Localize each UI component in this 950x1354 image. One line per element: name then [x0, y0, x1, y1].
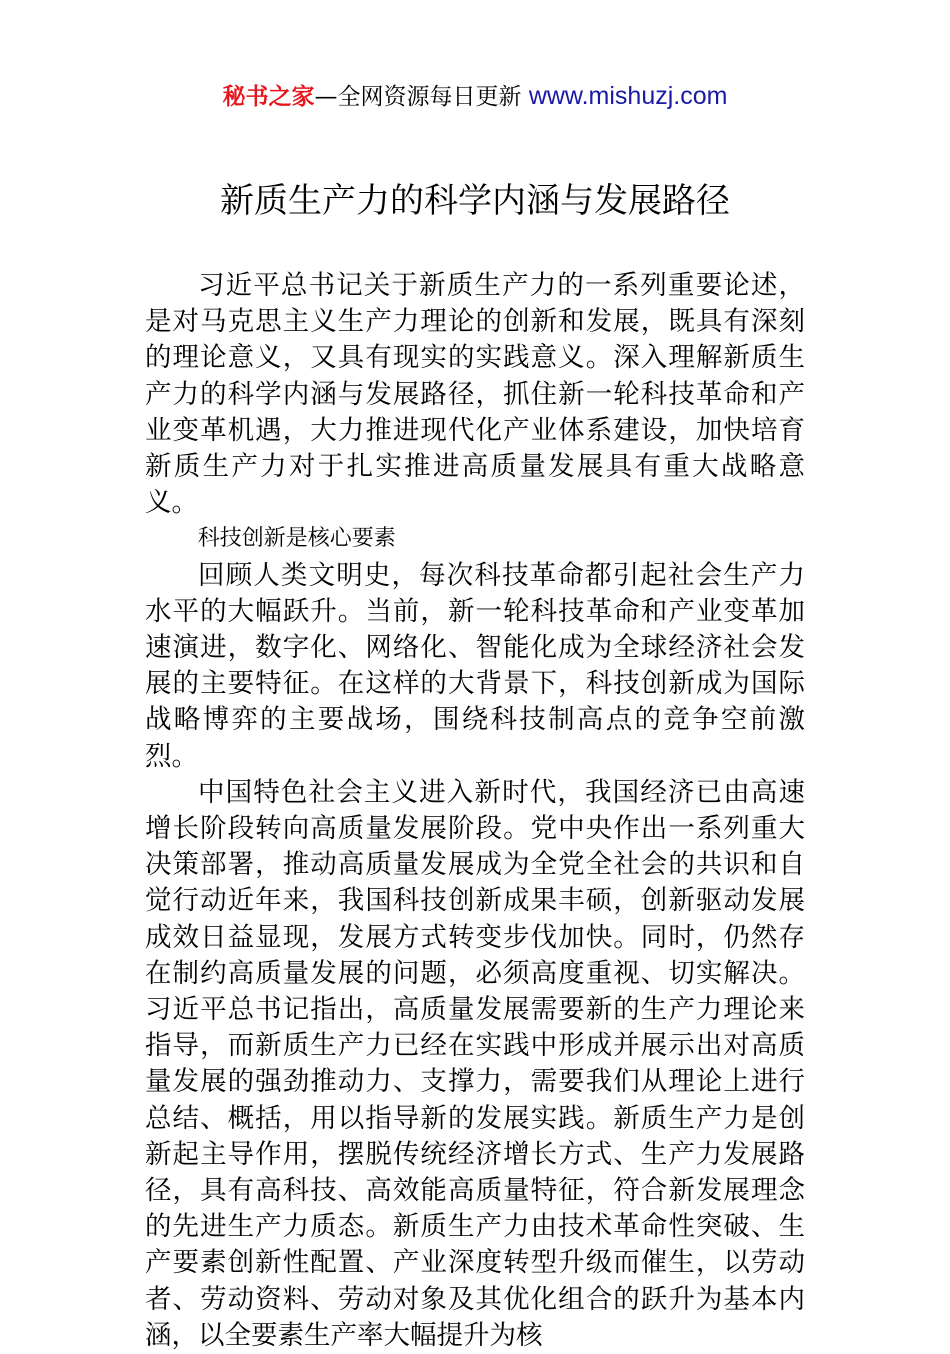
site-url-link[interactable]: www.mishuzj.com [528, 82, 728, 110]
site-header [0, 79, 950, 114]
document-title: 新质生产力的科学内涵与发展路径 [220, 181, 730, 221]
intro-paragraph: 习近平总书记关于新质生产力的一系列重要论述，是对马克思主义生产力理论的创新和发展，既具有深刻的理论意义，又具有现实的实践意义。深入理解新质生产力的科学内涵与发展路径，抓住新一轮科技革命和产业变革机遇，大力推进现代化产业体系建设，加快培育新质生产力对于扎实推进高质量发展具有重大战略意义。 [145, 270, 805, 519]
site-slogan: —全网资源每日更新 [314, 84, 529, 110]
body-paragraph: 回顾人类文明史，每次科技革命都引起社会生产力水平的大幅跃升。当前，新一轮科技革命和产业变革加速演进，数字化、网络化、智能化成为全球经济社会发展的主要特征。在这样的大背景下，科技创新成为国际战略博弈的主要战场，围绕科技制高点的竞争空前激烈。 [145, 559, 805, 772]
site-brand: 秘书之家 [222, 84, 315, 110]
document-body [145, 268, 805, 1354]
body-paragraph: 中国特色社会主义进入新时代，我国经济已由高速增长阶段转向高质量发展阶段。党中央作出一系列重大决策部署，推动高质量发展成为全党全社会的共识和自觉行动近年来，我国科技创新成果丰硕，创新驱动发展成效日益显现，发展方式转变步伐加快。同时，仍然存在制约高质量发展的问题，必须高度重视、切实解决。习近平总书记指出，高质量发展需要新的生产力理论来指导，而新质生产力已经在实践中形成并展示出对高质量发展的强劲推动力、支撑力，需要我们从理论上进行总结、概括，用以指导新的发展实践。新质生产力是创新起主导作用，摆脱传统经济增长方式、生产力发展路径，具有高科技、高效能高质量特征，符合新发展理念的先进生产力质态。新质生产力由技术革命性突破、生产要素创新性配置、产业深度转型升级而催生，以劳动者、劳动资料、劳动对象及其优化组合的跃升为基本内涵，以全要素生产率大幅提升为核 [145, 776, 805, 1351]
section-heading: 科技创新是核心要素 [197, 526, 396, 552]
